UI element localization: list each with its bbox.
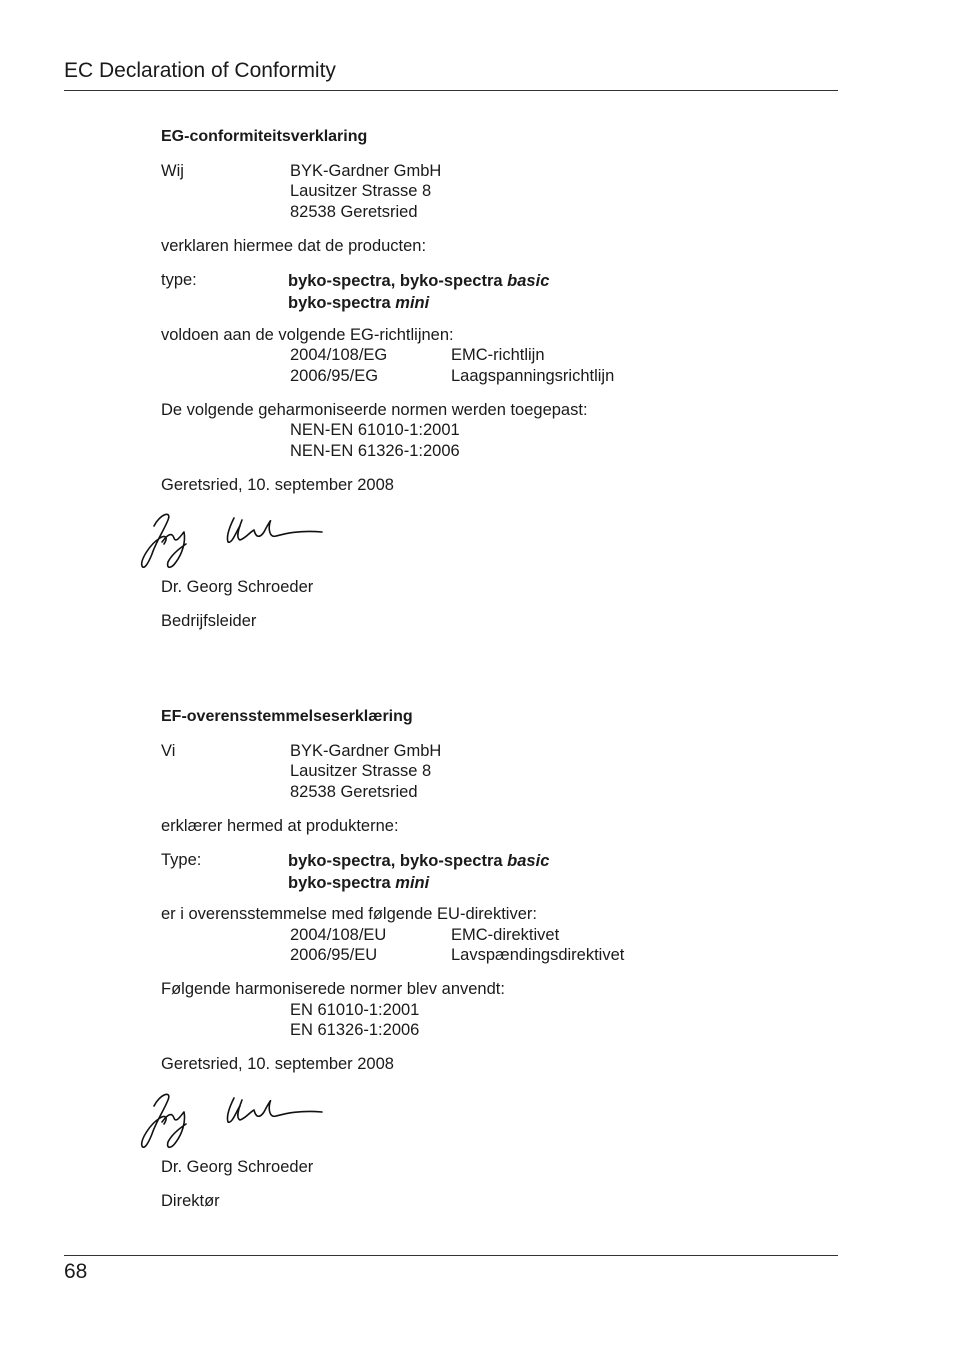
product-variant-mini: mini [395,294,430,312]
signatory-role: Direktør [161,1192,220,1210]
signature-image [138,1088,328,1154]
directive-name: Laagspanningsrichtlijn [451,367,615,385]
standard-item: NEN-EN 61326-1:2006 [290,442,460,460]
section-heading: EF-overensstemmelseserklæring [161,708,413,725]
company-city: 82538 Geretsried [290,783,418,801]
company-name: BYK-Gardner GmbH [290,162,442,180]
type-label: type: [161,271,197,289]
directives-intro: voldoen aan de volgende EG-richtlijnen: [161,326,454,344]
section-heading: EG-conformiteitsverklaring [161,128,368,145]
signatory-name: Dr. Georg Schroeder [161,578,314,596]
signature-image [138,508,328,574]
page-header-title: EC Declaration of Conformity [64,59,336,82]
standards-intro: Følgende harmoniserede normer blev anvendt: [161,980,505,998]
signatory-name: Dr. Georg Schroeder [161,1158,314,1176]
product-variant-mini: mini [395,874,430,892]
we-label: Wij [161,162,184,180]
declare-text: verklaren hiermee dat de producten: [161,237,427,255]
product-variant-basic: basic [507,852,550,870]
company-name: BYK-Gardner GmbH [290,742,442,760]
signatory-role: Bedrijfsleider [161,612,257,630]
company-street: Lausitzer Strasse 8 [290,182,432,200]
product-line-2 [288,293,429,314]
product-names: byko-spectra, byko-spectra [288,272,508,290]
directive-name: EMC-direktivet [451,926,560,944]
place-date: Geretsried, 10. september 2008 [161,1055,394,1073]
directive-code: 2006/95/EG [290,367,379,385]
product-line-2 [288,873,429,894]
header-rule [64,90,838,91]
directive-code: 2004/108/EG [290,346,388,364]
company-street: Lausitzer Strasse 8 [290,762,432,780]
standard-item: NEN-EN 61010-1:2001 [290,421,460,439]
directive-code: 2004/108/EU [290,926,387,944]
standard-item: EN 61326-1:2006 [290,1021,420,1039]
product-line-1 [288,271,549,292]
directive-name: Lavspændingsdirektivet [451,946,625,964]
place-date: Geretsried, 10. september 2008 [161,476,394,494]
directive-name: EMC-richtlijn [451,346,545,364]
standard-item: EN 61010-1:2001 [290,1001,420,1019]
product-name: byko-spectra [288,874,396,892]
product-variant-basic: basic [507,272,550,290]
type-label: Type: [161,851,202,869]
product-name: byko-spectra [288,294,396,312]
we-label: Vi [161,742,176,760]
directives-intro: er i overensstemmelse med følgende EU-direktiver: [161,905,537,923]
footer-rule [64,1255,838,1256]
product-names: byko-spectra, byko-spectra [288,852,508,870]
product-line-1 [288,851,549,872]
company-city: 82538 Geretsried [290,203,418,221]
page-number: 68 [64,1260,88,1283]
declare-text: erklærer hermed at produkterne: [161,817,399,835]
directive-code: 2006/95/EU [290,946,378,964]
standards-intro: De volgende geharmoniseerde normen werden toegepast: [161,401,588,419]
